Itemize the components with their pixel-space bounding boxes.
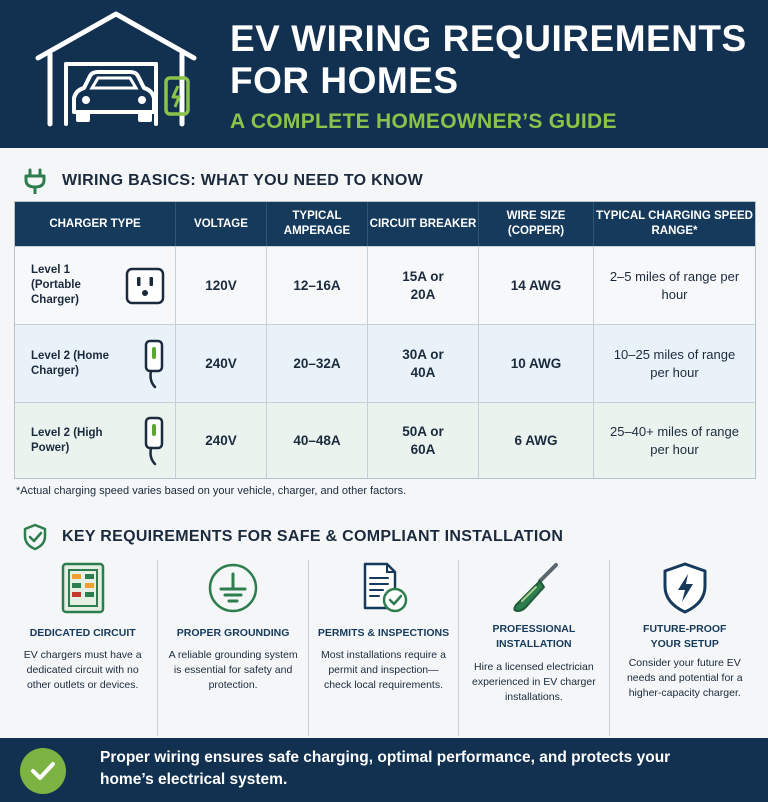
voltage-cell: 240V	[176, 325, 267, 402]
column-header: CIRCUIT BREAKER	[368, 202, 479, 246]
breaker-value: 30A or 40A	[402, 346, 444, 380]
card-text: EV chargers must have a dedicated circuit with no other outlets or devices.	[23, 649, 142, 691]
column-header: TYPICAL AMPERAGE	[267, 202, 368, 246]
breaker-value: 50A or 60A	[402, 423, 444, 457]
requirements-cards	[8, 560, 760, 736]
amperage-cell: 40–48A	[267, 403, 368, 478]
table-row	[15, 246, 755, 324]
voltage-cell: 240V	[176, 403, 267, 478]
column-header: TYPICAL CHARGING SPEED RANGE*	[596, 210, 753, 237]
speed-value: 25–40+ miles of range per hour	[609, 423, 739, 457]
speed-cell	[594, 247, 755, 324]
column-header: CHARGER TYPE	[15, 202, 176, 246]
breaker-panel-icon	[53, 560, 113, 616]
permit-document-icon	[353, 560, 413, 616]
breaker-cell	[368, 403, 479, 478]
column-header: WIRE SIZE (COPPER)	[479, 202, 594, 246]
table-row	[15, 324, 755, 402]
card-title: PROPER GROUNDING	[176, 627, 290, 639]
breaker-cell	[368, 325, 479, 402]
page-subtitle: A COMPLETE HOMEOWNER’S GUIDE	[230, 110, 617, 133]
section-title: WIRING BASICS: WHAT YOU NEED TO KNOW	[62, 172, 424, 189]
wiring-basics-heading	[22, 166, 423, 196]
charger-type-label: Level 2 (Home Charger)	[31, 349, 109, 377]
card-text: Consider your future EV needs and potential for a higher-capacity charger.	[626, 657, 743, 699]
wiring-table	[14, 201, 756, 479]
speed-cell	[594, 403, 755, 478]
table-footnote: *Actual charging speed varies based on your vehicle, charger, and other factors.	[16, 485, 407, 497]
section-title: KEY REQUIREMENTS FOR SAFE & COMPLIANT INSTALLATION	[62, 528, 564, 545]
charger-type-label: Level 2 (High Power)	[31, 426, 103, 454]
speed-value: 2–5 miles of range per hour	[609, 268, 740, 302]
charger-type-cell	[15, 247, 176, 324]
card-title-text: FUTURE-PROOF YOUR SETUP	[643, 623, 727, 650]
column-header: VOLTAGE	[176, 202, 267, 246]
table-row	[15, 402, 755, 478]
card-title: DEDICATED CIRCUIT	[29, 627, 136, 639]
plug-icon	[22, 168, 48, 194]
amperage-cell: 12–16A	[267, 247, 368, 324]
voltage-cell: 120V	[176, 247, 267, 324]
wall-charger-icon	[143, 416, 165, 466]
wire-size-cell: 10 AWG	[479, 325, 594, 402]
charger-type-cell	[15, 403, 176, 478]
card-title: PERMITS & INSPECTIONS	[317, 627, 450, 639]
card-text: Hire a licensed electrician experienced in EV charger installations.	[471, 661, 596, 703]
wall-charger-icon	[143, 339, 165, 389]
breaker-cell	[368, 247, 479, 324]
shield-bolt-icon	[655, 560, 715, 616]
bottom-banner	[0, 738, 768, 802]
header-banner	[0, 0, 768, 148]
card-text: A reliable grounding system is essential for safety and protection.	[168, 649, 298, 691]
table-header	[15, 202, 755, 246]
wall-outlet-icon	[125, 267, 165, 305]
screwdriver-icon	[504, 560, 564, 616]
banner-text: Proper wiring ensures safe charging, optimal performance, and protects your home’s electrical system.	[100, 749, 671, 788]
wire-size-cell: 14 AWG	[479, 247, 594, 324]
breaker-value: 15A or 20A	[402, 268, 444, 302]
wire-size-cell: 6 AWG	[479, 403, 594, 478]
requirement-card	[309, 560, 459, 736]
page-title: EV WIRING REQUIREMENTS FOR HOMES	[230, 18, 747, 101]
requirement-card	[8, 560, 158, 736]
speed-value: 10–25 miles of range per hour	[613, 346, 736, 380]
amperage-cell: 20–32A	[267, 325, 368, 402]
check-circle-icon	[20, 748, 66, 794]
shield-check-icon	[22, 523, 48, 551]
house-with-car-and-charger-icon	[32, 8, 200, 134]
charger-type-label: Level 1 (Portable Charger)	[31, 264, 81, 306]
card-title	[610, 622, 760, 652]
requirement-card	[610, 560, 760, 736]
charger-type-cell	[15, 325, 176, 402]
requirement-card	[158, 560, 308, 736]
key-requirements-heading	[22, 522, 563, 552]
card-title	[459, 622, 608, 652]
speed-cell	[594, 325, 755, 402]
card-title-text: PROFESSIONAL INSTALLATION	[492, 623, 576, 650]
ground-symbol-icon	[203, 560, 263, 616]
requirement-card	[459, 560, 609, 736]
card-text: Most installations require a permit and inspection—check local requirements.	[321, 649, 446, 691]
